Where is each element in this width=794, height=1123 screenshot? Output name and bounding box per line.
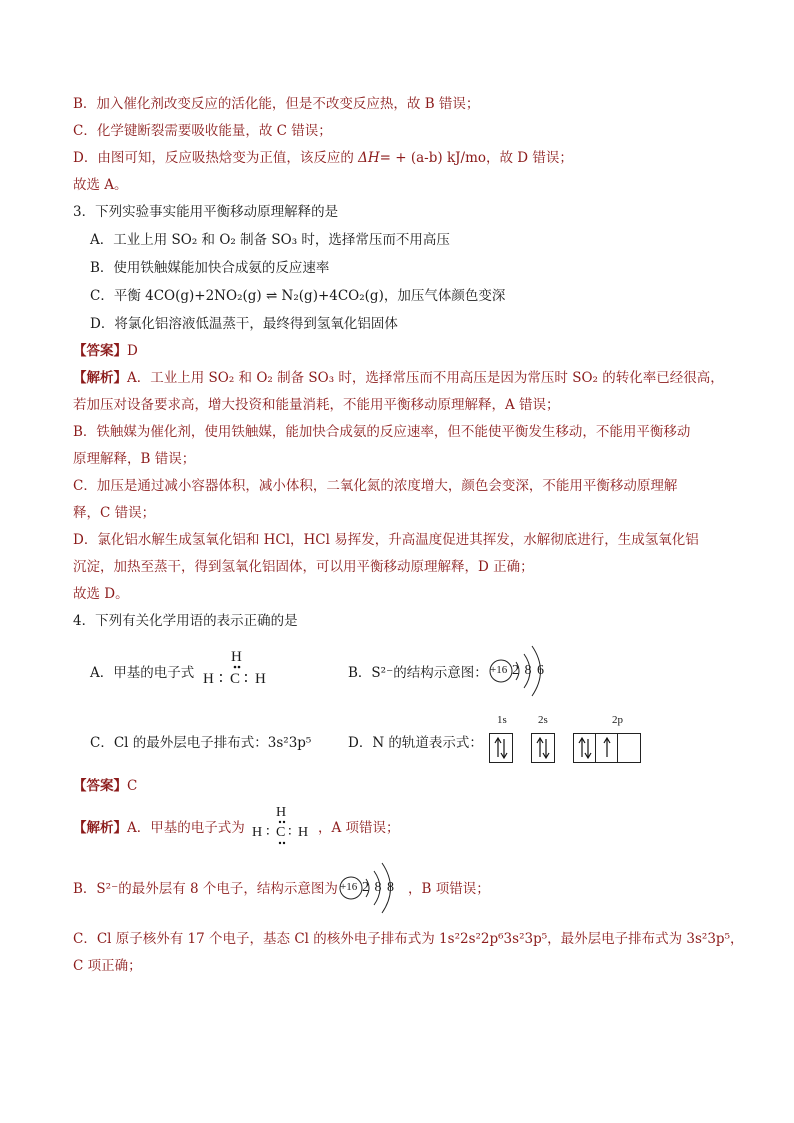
q3-answer: 【答案】D <box>73 343 138 359</box>
q3-analysis-line-5: C．加压是通过减小容器体积，减小体积，二氧化氮的浓度增大，颜色会变深，不能用平衡移动原理解 <box>73 478 678 494</box>
orbital-cell-1s <box>490 734 512 762</box>
sulfide-ans-shell-electrons: 2 8 8 <box>362 880 395 895</box>
spin-up-arrow-icon <box>596 734 618 762</box>
orbital-cell-2p-2 <box>596 734 618 762</box>
orbital-cell-2p-3 <box>618 734 640 762</box>
methyl-ans-carbon: C <box>276 825 286 840</box>
q3-option-a: A．工业上用 SO₂ 和 O₂ 制备 SO₃ 时，选择常压而不用高压 <box>90 232 450 248</box>
methyl-ans-right-pair: ∶ <box>288 825 292 840</box>
equilibrium-arrow: ⇌ <box>265 288 278 304</box>
orbital-box-2s <box>531 733 555 763</box>
q4-option-c: C．Cl 的最外层电子排布式：3s²3p⁵ <box>90 735 312 751</box>
spin-pair-arrows-icon <box>532 734 554 762</box>
q4-analysis-a-pre: 【解析】A．甲基的电子式为 <box>73 820 245 836</box>
q3-option-d: D．将氯化铝溶液低温蒸干，最终得到氢氧化铝固体 <box>90 316 398 332</box>
q3-option-c: C．平衡 4CO(g)+2NO₂(g) ⇌ N₂(g)+4CO₂(g)，加压气体颜色变深 <box>90 288 506 304</box>
spin-pair-arrows-icon <box>574 734 596 762</box>
q4-analysis-b-post: ，B 项错误； <box>408 881 490 897</box>
q4-analysis-c-line-1: C．Cl 原子核外有 17 个电子，基态 Cl 的核外电子排布式为 1s²2s²2p⁶3s²3p⁵，最外层电子排布式为 3s²3p⁵， <box>73 931 744 947</box>
q3-analysis-line-7: D．氯化铝水解生成氢氧化铝和 HCl，HCl 易挥发，升高温度促进其挥发，水解彻底进行，生成氢氧化铝 <box>73 532 699 548</box>
orbital-cell-2s <box>532 734 554 762</box>
q4-analysis-b-pre: B．S²⁻的最外层有 8 个电子，结构示意图为 <box>73 881 338 897</box>
prev-answer-selection: 故选 A。 <box>73 177 128 193</box>
orbital-box-1s <box>489 733 513 763</box>
orbital-label-2s: 2s <box>538 714 548 726</box>
methyl-ans-right-h: H <box>298 825 309 840</box>
methyl-top-pair <box>230 664 244 670</box>
q4-option-b: B．S²⁻的结构示意图： <box>348 665 488 681</box>
q3-analysis-line-6: 释，C 错误； <box>73 505 156 521</box>
q4-analysis-c-line-2: C 项正确； <box>73 958 142 974</box>
orbital-label-2p: 2p <box>612 714 623 726</box>
sulfide-ans-nucleus-label: +16 <box>340 881 358 893</box>
methyl-ans-top-h: H <box>276 805 287 820</box>
q3-option-b: B．使用铁触媒能加快合成氨的反应速率 <box>90 260 330 276</box>
methyl-left-h: H <box>203 671 214 687</box>
methyl-carbon: C <box>230 671 241 687</box>
sulfide-shell-electrons: 2 8 6 <box>512 663 545 678</box>
q4-stem: 4．下列有关化学用语的表示正确的是 <box>73 613 298 629</box>
q3-stem: 3．下列实验事实能用平衡移动原理解释的是 <box>73 204 339 220</box>
orbital-cell-2p-1 <box>574 734 596 762</box>
methyl-ans-left-pair: ∶ <box>266 825 270 840</box>
q3-analysis-line-8: 沉淀，加热至蒸干，得到氢氧化铝固体，可以用平衡移动原理解释，D 正确； <box>73 559 534 575</box>
q4-option-d: D．N 的轨道表示式： <box>348 735 483 751</box>
methyl-right-pair: ∶ <box>244 671 248 687</box>
methyl-ans-top-pair <box>276 819 288 825</box>
q3-analysis-line-4: 原理解释，B 错误； <box>73 451 196 467</box>
q3-analysis-line-3: B．铁触媒为催化剂，使用铁触媒，能加快合成氨的反应速率，但不能使平衡发生移动，不能用平衡移动 <box>73 424 691 440</box>
prev-option-b-analysis: B．加入催化剂改变反应的活化能，但是不改变反应热，故 B 错误； <box>73 96 480 112</box>
methyl-top-h: H <box>231 649 242 665</box>
methyl-left-pair: ∶ <box>219 671 223 687</box>
methyl-ans-bottom-pair <box>276 840 288 846</box>
sulfide-nucleus-label: +16 <box>490 664 508 676</box>
q4-answer: 【答案】C <box>73 778 138 794</box>
q3-analysis-line-1: 【解析】A．工业上用 SO₂ 和 O₂ 制备 SO₃ 时，选择常压而不用高压是因为常压时 SO₂ 的转化率已经很高， <box>73 370 724 386</box>
q4-analysis-a-post: ，A 项错误； <box>318 820 400 836</box>
spin-pair-arrows-icon <box>490 734 512 762</box>
prev-option-d-analysis: D．由图可知，反应吸热焓变为正值，该反应的 ΔH= + (a-b) kJ/mo，故 D 错误； <box>73 150 573 166</box>
q4-option-a: A．甲基的电子式 <box>90 665 195 681</box>
q3-analysis-line-9: 故选 D。 <box>73 586 129 602</box>
orbital-label-1s: 1s <box>497 714 507 726</box>
methyl-ans-left-h: H <box>252 825 263 840</box>
methyl-right-h: H <box>255 671 266 687</box>
orbital-box-2p <box>573 733 641 763</box>
q3-analysis-line-2: 若加压对设备要求高，增大投资和能量消耗，不能用平衡移动原理解释，A 错误； <box>73 397 560 413</box>
prev-option-c-analysis: C．化学键断裂需要吸收能量，故 C 错误； <box>73 123 332 139</box>
